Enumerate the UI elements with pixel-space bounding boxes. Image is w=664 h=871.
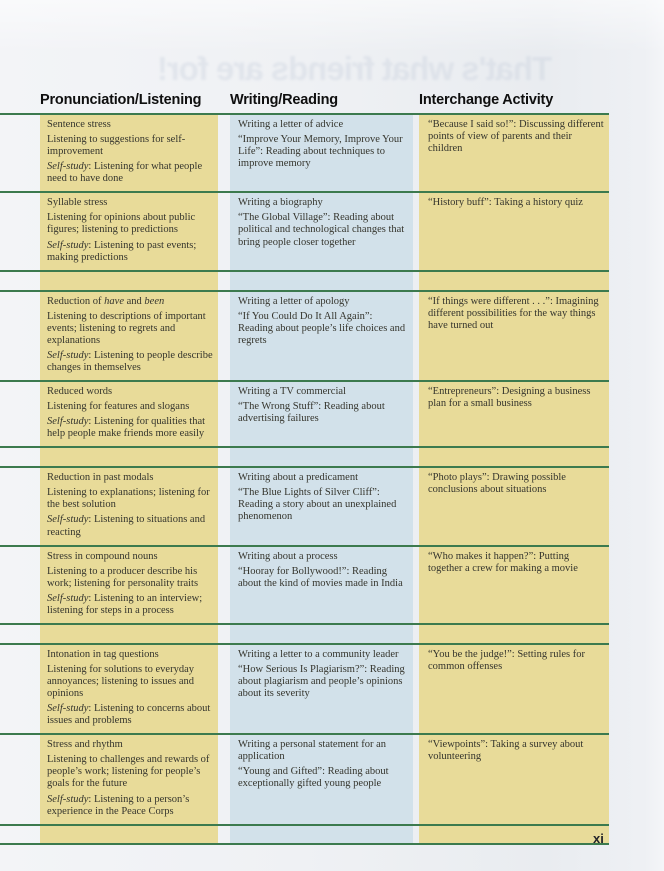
cell-writing-reading bbox=[230, 382, 413, 446]
unit-pair-gap bbox=[0, 272, 609, 290]
cell-paragraph: “If things were different . . .”: Imagining different possibilities for the way things have turned out bbox=[428, 295, 599, 331]
table-row bbox=[0, 382, 609, 446]
cell-writing-reading bbox=[230, 193, 413, 269]
table-row bbox=[0, 193, 609, 269]
cell-paragraph: Listening to suggestions for self-improvement bbox=[47, 134, 186, 158]
cell-paragraph: “How Serious Is Plagiarism?”: Reading about plagiarism and people’s opinions about its severity bbox=[238, 663, 405, 700]
cell-interchange-activity bbox=[419, 468, 609, 544]
table-body bbox=[0, 113, 609, 845]
cell-paragraph: “Viewpoints”: Taking a survey about volunteering bbox=[428, 739, 584, 763]
cell-paragraph: “Hooray for Bollywood!”: Reading about the kind of movies made in India bbox=[238, 565, 403, 589]
cell-paragraph: “Young and Gifted”: Reading about exceptionally gifted young people bbox=[238, 766, 389, 790]
cell-paragraph: Reduction of have and been bbox=[47, 295, 165, 307]
cell-paragraph: Sentence stress bbox=[47, 119, 111, 130]
cell-paragraph: “The Global Village”: Reading about political and technological changes that bring people closer together bbox=[238, 212, 405, 248]
cell-interchange-activity bbox=[419, 547, 609, 623]
table-row bbox=[0, 468, 609, 544]
cell-paragraph: Self-study: Listening to an interview; listening for steps in a process bbox=[47, 592, 203, 616]
cell-paragraph: Writing a TV commercial bbox=[238, 386, 346, 397]
cell-pronunciation-listening bbox=[40, 547, 218, 623]
cell-paragraph: Syllable stress bbox=[47, 197, 108, 209]
cell-paragraph: “Entrepreneurs”: Designing a business plan for a small business bbox=[428, 386, 591, 410]
cell-paragraph: Listening to a producer describe his work; listening for personality traits bbox=[47, 565, 199, 589]
cell-paragraph: “You be the judge!”: Setting rules for common offenses bbox=[428, 648, 585, 672]
cell-paragraph: “Who makes it happen?”: Putting together a crew for making a movie bbox=[428, 550, 578, 574]
cell-interchange-activity bbox=[419, 292, 609, 380]
cell-paragraph: Self-study: Listening to past events; making predictions bbox=[47, 239, 197, 263]
cell-paragraph: “If You Could Do It All Again”: Reading about people’s life choices and regrets bbox=[238, 310, 406, 346]
cell-paragraph: “The Blue Lights of Silver Cliff”: Reading a story about an unexplained phenomenon bbox=[238, 487, 397, 523]
cell-paragraph: Listening for opinions about public figures; listening to predictions bbox=[47, 212, 196, 236]
cell-paragraph: Writing a personal statement for an application bbox=[238, 739, 386, 763]
page-number: xi bbox=[593, 831, 604, 846]
cell-paragraph: Listening for solutions to everyday annoyances; listening to issues and opinions bbox=[47, 663, 194, 700]
cell-paragraph: “Improve Your Memory, Improve Your Life”: Reading about techniques to improve memory bbox=[238, 134, 403, 170]
cell-pronunciation-listening bbox=[40, 115, 218, 191]
cell-paragraph: Writing a letter of advice bbox=[238, 119, 344, 130]
column-header-writing-reading: Writing/Reading bbox=[230, 92, 338, 108]
cell-paragraph: Stress and rhythm bbox=[47, 739, 123, 751]
cell-pronunciation-listening bbox=[40, 382, 218, 446]
unit-pair-gap bbox=[0, 448, 609, 466]
column-header-pronunciation-listening: Pronunciation/Listening bbox=[40, 92, 202, 108]
cell-pronunciation-listening bbox=[40, 735, 218, 823]
cell-paragraph: “Because I said so!”: Discussing different points of view of parents and their children bbox=[428, 119, 604, 155]
table-row bbox=[0, 645, 609, 733]
table-row bbox=[0, 547, 609, 623]
column-header-interchange-activity: Interchange Activity bbox=[419, 92, 554, 108]
unit-pair-gap bbox=[0, 625, 609, 643]
cell-writing-reading bbox=[230, 468, 413, 544]
cell-paragraph: Writing about a predicament bbox=[238, 472, 358, 484]
cell-interchange-activity bbox=[419, 115, 609, 191]
cell-pronunciation-listening bbox=[40, 292, 218, 380]
cell-paragraph: Writing a biography bbox=[238, 197, 323, 209]
cell-writing-reading bbox=[230, 115, 413, 191]
cell-paragraph: Self-study: Listening to a person’s experience in the Peace Corps bbox=[47, 793, 190, 817]
cell-paragraph: Writing a letter to a community leader bbox=[238, 648, 399, 660]
cell-interchange-activity bbox=[419, 193, 609, 269]
cell-paragraph: “The Wrong Stuff”: Reading about advertising failures bbox=[238, 401, 385, 425]
cell-paragraph: Stress in compound nouns bbox=[47, 550, 158, 562]
table-row bbox=[0, 292, 609, 380]
cell-writing-reading bbox=[230, 645, 413, 733]
cell-paragraph: Listening for features and slogans bbox=[47, 401, 190, 413]
cell-paragraph: Reduced words bbox=[47, 386, 113, 397]
cell-pronunciation-listening bbox=[40, 468, 218, 544]
show-through-ghost-text: That's what friends are for! bbox=[157, 50, 553, 87]
green-rule-line bbox=[0, 843, 609, 845]
cell-paragraph: Self-study: Listening for what people need to have done bbox=[47, 161, 203, 185]
cell-interchange-activity bbox=[419, 382, 609, 446]
cell-interchange-activity bbox=[419, 735, 609, 823]
cell-paragraph: Self-study: Listening for qualities that help people make friends more easily bbox=[47, 416, 206, 440]
cell-paragraph: Intonation in tag questions bbox=[47, 648, 159, 660]
cell-writing-reading bbox=[230, 292, 413, 380]
cell-paragraph: Listening to challenges and rewards of people’s work; listening for people’s goals for the future bbox=[47, 754, 210, 790]
table-row bbox=[0, 115, 609, 191]
cell-paragraph: Reduction in past modals bbox=[47, 472, 154, 484]
cell-paragraph: Writing about a process bbox=[238, 550, 338, 562]
cell-paragraph: Self-study: Listening to situations and reacting bbox=[47, 514, 206, 538]
cell-paragraph: “History buff”: Taking a history quiz bbox=[428, 197, 583, 209]
cell-paragraph: Writing a letter of apology bbox=[238, 295, 350, 307]
table-row bbox=[0, 735, 609, 823]
unit-pair-gap bbox=[0, 826, 609, 843]
cell-paragraph: “Photo plays”: Drawing possible conclusions about situations bbox=[428, 472, 566, 496]
cell-paragraph: Self-study: Listening to concerns about issues and problems bbox=[47, 703, 211, 727]
cell-paragraph: Self-study: Listening to people describe changes in themselves bbox=[47, 349, 213, 373]
cell-interchange-activity bbox=[419, 645, 609, 733]
cell-pronunciation-listening bbox=[40, 193, 218, 269]
cell-writing-reading bbox=[230, 547, 413, 623]
cell-paragraph: Listening to explanations; listening for the best solution bbox=[47, 487, 210, 511]
cell-pronunciation-listening bbox=[40, 645, 218, 733]
cell-paragraph: Listening to descriptions of important events; listening to regrets and explanations bbox=[47, 310, 206, 346]
cell-writing-reading bbox=[230, 735, 413, 823]
